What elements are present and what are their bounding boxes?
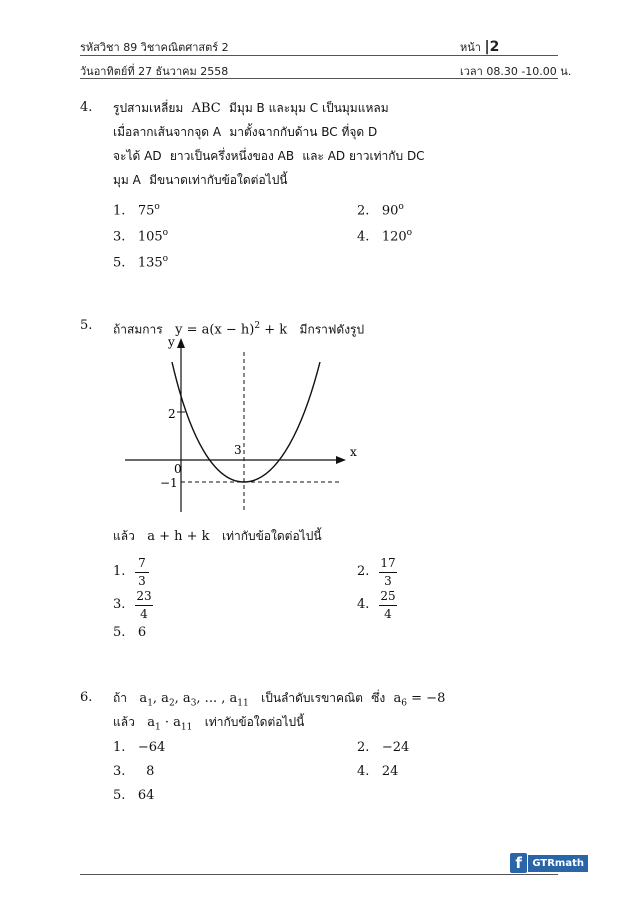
tick-label-3: 3: [234, 443, 242, 457]
x-axis-label: x: [350, 445, 357, 459]
q5-option-3-num: 3.: [113, 597, 126, 612]
q4-line-3: จะได้ AD ยาวเป็นครึ่งหนึ่งของ AB และ AD ยาวเท่ากับ DC: [113, 149, 425, 163]
q4-option-4: 4. 120$^o$: [357, 228, 413, 245]
question-number: 4.: [80, 100, 93, 115]
facebook-icon: f: [510, 853, 527, 873]
exam-date: วันอาทิตย์ที่ 27 ธันวาคม 2558: [80, 65, 229, 78]
q5-option-4-fraction: 25 4: [380, 589, 396, 621]
q4-line-2: เมื่อลากเส้นจากจุด A มาตั้งฉากกับด้าน BC ที่จุด D: [113, 125, 378, 139]
logo-text: GTRmath: [528, 855, 588, 872]
parabola-curve-smooth: [172, 362, 320, 482]
gtrmath-logo: [510, 852, 588, 874]
q5-option-1-num: 1.: [113, 564, 126, 579]
y-axis-arrow: [177, 338, 185, 348]
q6-line-1: ถ้า $a_1$, $a_2$, $a_3$, ... , $a_{11}$ เป็นลำดับเรขาคณิต ซึ่ง $a_6 = -8$: [113, 691, 446, 709]
q4-option-3: 3. 105$^o$: [113, 228, 169, 245]
q6-option-2: 2. −24: [357, 740, 410, 755]
question-number: 6.: [80, 690, 93, 705]
footer-divider: [80, 874, 558, 875]
q5-option-5: 5. 6: [113, 625, 147, 640]
tick-label-2: 2: [168, 407, 176, 421]
q6-option-3: 3. 8: [113, 764, 155, 779]
q4-option-1: 1. 75$^o$: [113, 202, 160, 219]
q5-intro: ถ้าสมการ $y = a(x - h)^2 + k$ มีกราฟดังรูป: [113, 321, 365, 338]
q6-option-5: 5. 64: [113, 788, 155, 803]
q5-option-1-fraction: 7 3: [135, 556, 149, 589]
q6-line-2: แล้ว $a_1 \cdot a_{11}$ เท่ากับข้อใดต่อไปนี้: [113, 715, 305, 733]
y-axis-label: y: [168, 335, 175, 349]
question-number: 5.: [80, 318, 93, 333]
header-divider-2: [80, 78, 558, 79]
exam-time: เวลา 08.30 -10.00 น.: [460, 65, 572, 78]
q4-line-4: มุม A มีขนาดเท่ากับข้อใดต่อไปนี้: [113, 173, 288, 187]
q6-option-4: 4. 24: [357, 764, 399, 779]
q5-option-2-fraction: 17 3: [380, 556, 396, 588]
page-label: หน้า |2: [460, 39, 500, 55]
q6-option-1: 1. −64: [113, 740, 166, 755]
page-number: 2: [489, 39, 500, 55]
q4-line-1: รูปสามเหลี่ยม ABC มีมุม B และมุม C เป็นมุมแหลม: [113, 101, 389, 116]
q4-option-5: 5. 135$^o$: [113, 254, 169, 271]
q5-follow: แล้ว a + h + k เท่ากับข้อใดต่อไปนี้: [113, 529, 322, 544]
parabola-graph: [120, 330, 370, 520]
q5-option-4-num: 4.: [357, 597, 370, 612]
header-divider: [80, 55, 558, 56]
q5-option-3-fraction: 23 4: [136, 589, 152, 621]
q4-option-2: 2. 90$^o$: [357, 202, 404, 219]
q5-option-2-num: 2.: [357, 564, 370, 579]
x-axis-arrow: [336, 456, 346, 464]
course-title: รหัสวิชา 89 วิชาคณิตศาสตร์ 2: [80, 41, 229, 54]
tick-label-0: 0: [174, 462, 182, 476]
tick-label-neg1: −1: [160, 476, 178, 490]
